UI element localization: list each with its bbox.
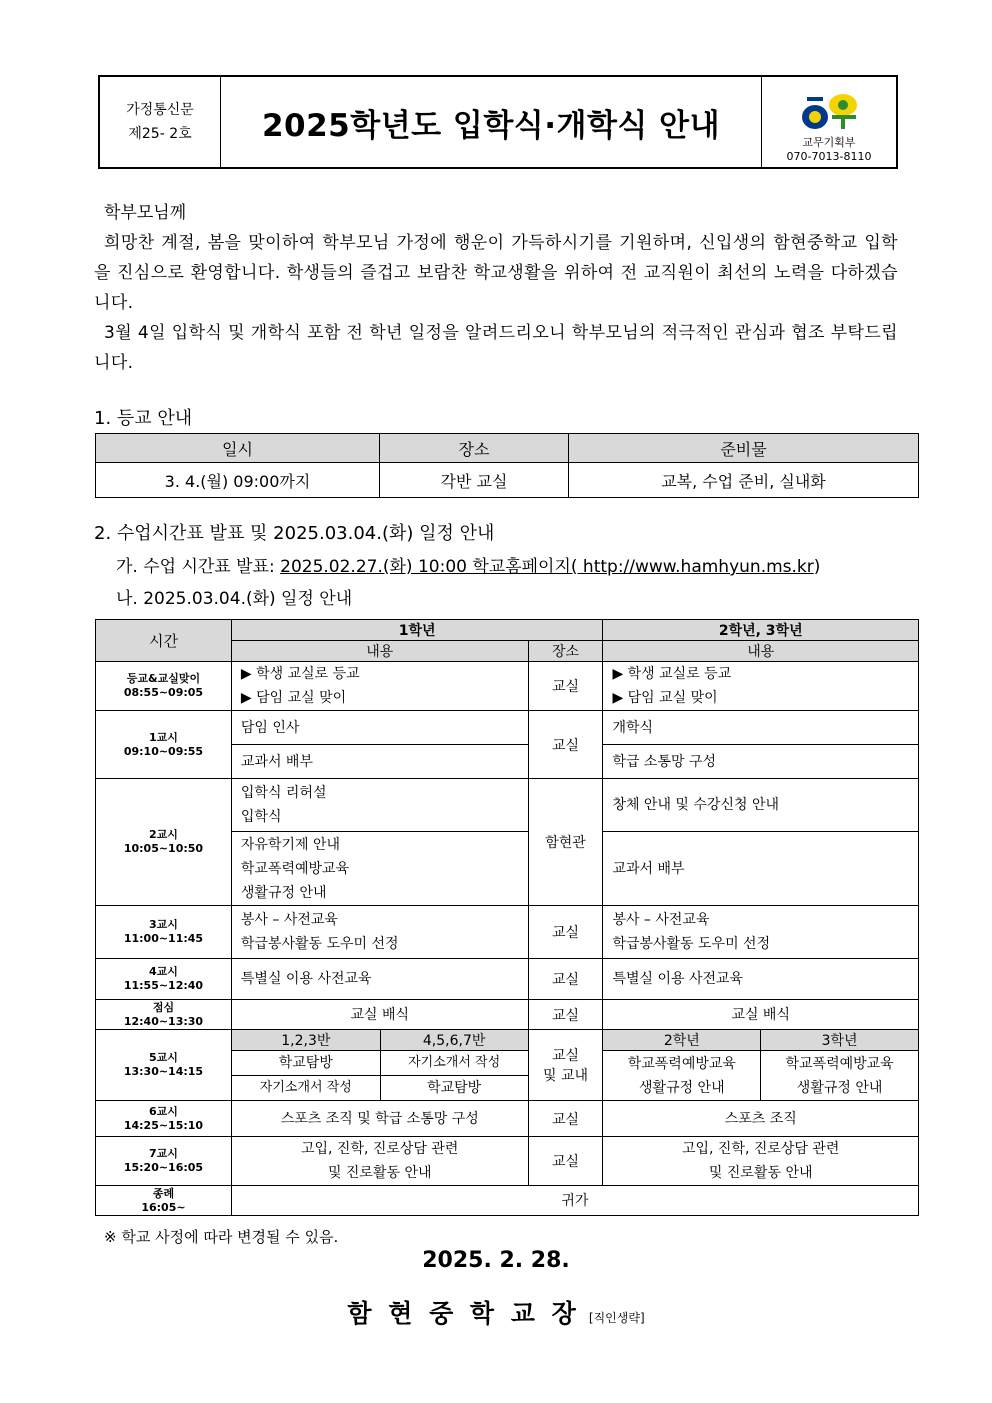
timetable-date: 2025.02.27.(화) 10:00 학교홈페이지( bbox=[280, 557, 578, 577]
content-cell: 입학식 리허설 입학식 bbox=[231, 779, 528, 832]
place-cell: 교실 bbox=[528, 1000, 603, 1030]
table-row bbox=[96, 1030, 919, 1051]
content-cell: 자기소개서 작성 bbox=[380, 1051, 528, 1076]
intro-section bbox=[94, 198, 898, 378]
attendance-date: 3. 4.(월) 09:00까지 bbox=[96, 463, 380, 498]
place-cell: 교실 bbox=[528, 1137, 603, 1186]
signature-line bbox=[0, 1294, 992, 1330]
time-cell: 3교시 11:00~11:45 bbox=[96, 906, 232, 959]
attendance-place: 각반 교실 bbox=[380, 463, 569, 498]
change-note: ※ 학교 사정에 따라 변경될 수 있음. bbox=[104, 1228, 339, 1246]
content-cell: 고입, 진학, 진로상담 관련 및 진로활동 안내 bbox=[231, 1137, 528, 1186]
header-grade-2-3: 2학년, 3학년 bbox=[603, 620, 919, 641]
content-cell: 귀가 bbox=[231, 1186, 918, 1216]
class-group-1-header: 1,2,3반 bbox=[231, 1030, 380, 1051]
content-cell: ▶ 학생 교실로 등교 ▶ 담임 교실 맞이 bbox=[603, 662, 919, 711]
header-place: 장소 bbox=[528, 641, 603, 662]
content-cell: 고입, 진학, 진로상담 관련 및 진로활동 안내 bbox=[603, 1137, 919, 1186]
intro-paragraph-2: 3월 4일 입학식 및 개학식 포함 전 학년 일정을 알려드리오니 학부모님의 적극적인 관심과 협조 부탁드립니다. bbox=[94, 323, 898, 373]
header-items: 준비물 bbox=[569, 434, 919, 463]
content-cell: 창체 안내 및 수강신청 안내 bbox=[603, 779, 919, 832]
table-row bbox=[96, 779, 919, 832]
schedule-table bbox=[95, 619, 919, 1216]
page-title: 2025학년도 입학식·개학식 안내 bbox=[221, 77, 762, 167]
header-content-g1: 내용 bbox=[231, 641, 528, 662]
header-grade-1: 1학년 bbox=[231, 620, 603, 641]
place-cell: 교실 bbox=[528, 959, 603, 1000]
content-cell: 스포츠 조직 및 학급 소통망 구성 bbox=[231, 1101, 528, 1137]
content-cell: 교과서 배부 bbox=[603, 832, 919, 906]
doc-number-cell bbox=[100, 77, 221, 167]
schedule-subtitle: 나. 2025.03.04.(화) 일정 안내 bbox=[116, 589, 353, 609]
intro-paragraph-1: 희망찬 계절, 봄을 맞이하여 학부모님 가정에 행운이 가득하시기를 기원하며, 신입생의 함현중학교 입학을 진심으로 환영합니다. 학생들의 즐겁고 보람찬 학교생활을 위하여 전 교직원이 최선의 노력을 다하겠습니다. bbox=[94, 233, 898, 313]
content-cell: 학교폭력예방교육 생활규정 안내 bbox=[761, 1051, 919, 1101]
place-cell: 교실 및 교내 bbox=[528, 1030, 603, 1101]
header-time: 시간 bbox=[96, 620, 232, 662]
salutation: 학부모님께 bbox=[104, 203, 187, 223]
header-content-g23: 내용 bbox=[603, 641, 919, 662]
timetable-release-line bbox=[116, 552, 820, 577]
content-cell: 자기소개서 작성 bbox=[231, 1076, 380, 1101]
content-cell: 봉사 – 사전교육 학급봉사활동 도우미 선정 bbox=[231, 906, 528, 959]
content-cell: 특별실 이용 사전교육 bbox=[231, 959, 528, 1000]
time-cell: 7교시 15:20~16:05 bbox=[96, 1137, 232, 1186]
table-row bbox=[96, 906, 919, 959]
doc-type: 가정통신문 bbox=[126, 102, 194, 118]
content-cell: 봉사 – 사전교육 학급봉사활동 도우미 선정 bbox=[603, 906, 919, 959]
content-cell: 자유학기제 안내 학교폭력예방교육 생활규정 안내 bbox=[231, 832, 528, 906]
header-place: 장소 bbox=[380, 434, 569, 463]
header-date: 일시 bbox=[96, 434, 380, 463]
table-row bbox=[96, 959, 919, 1000]
content-cell: 개학식 bbox=[603, 711, 919, 745]
table-row bbox=[96, 1137, 919, 1186]
place-cell: 교실 bbox=[528, 1101, 603, 1137]
timetable-close: ) bbox=[813, 557, 821, 577]
table-row bbox=[96, 1000, 919, 1030]
timetable-prefix: 가. 수업 시간표 발표: bbox=[116, 557, 281, 577]
content-cell: 교실 배식 bbox=[231, 1000, 528, 1030]
issue-date: 2025. 2. 28. bbox=[422, 1248, 570, 1273]
content-cell: 학급 소통망 구성 bbox=[603, 745, 919, 779]
place-cell: 교실 bbox=[528, 906, 603, 959]
grade-3-header: 3학년 bbox=[761, 1030, 919, 1051]
grade-2-header: 2학년 bbox=[603, 1030, 761, 1051]
table-row bbox=[96, 662, 919, 711]
time-cell: 5교시 13:30~14:15 bbox=[96, 1030, 232, 1101]
time-cell: 등교&교실맞이 08:55~09:05 bbox=[96, 662, 232, 711]
school-logo-cell bbox=[762, 77, 896, 167]
content-cell: 학교탐방 bbox=[380, 1076, 528, 1101]
content-cell: 학교탐방 bbox=[231, 1051, 380, 1076]
section-2-title: 2. 수업시간표 발표 및 2025.03.04.(화) 일정 안내 bbox=[94, 523, 495, 544]
time-cell: 2교시 10:05~10:50 bbox=[96, 779, 232, 906]
dept-phone: 070-7013-8110 bbox=[786, 150, 872, 163]
time-cell: 4교시 11:55~12:40 bbox=[96, 959, 232, 1000]
seal-omitted: [직인생략] bbox=[588, 1311, 645, 1325]
table-row bbox=[96, 1186, 919, 1216]
content-cell: 특별실 이용 사전교육 bbox=[603, 959, 919, 1000]
content-cell: 교과서 배부 bbox=[231, 745, 528, 779]
content-cell: 담임 인사 bbox=[231, 711, 528, 745]
content-cell: 교실 배식 bbox=[603, 1000, 919, 1030]
table-row bbox=[96, 711, 919, 745]
time-cell: 6교시 14:25~15:10 bbox=[96, 1101, 232, 1137]
place-cell: 교실 bbox=[528, 711, 603, 779]
time-cell: 점심 12:40~13:30 bbox=[96, 1000, 232, 1030]
content-cell: 학교폭력예방교육 생활규정 안내 bbox=[603, 1051, 761, 1101]
attendance-table bbox=[95, 433, 919, 498]
place-cell: 함현관 bbox=[528, 779, 603, 906]
content-cell: 스포츠 조직 bbox=[603, 1101, 919, 1137]
school-homepage-link[interactable]: http://www.hamhyun.ms.kr bbox=[577, 557, 814, 577]
time-cell: 1교시 09:10~09:55 bbox=[96, 711, 232, 779]
place-cell: 교실 bbox=[528, 662, 603, 711]
school-logo-icon bbox=[797, 91, 861, 131]
doc-number: 제25- 2호 bbox=[128, 126, 192, 142]
content-cell: ▶ 학생 교실로 등교 ▶ 담임 교실 맞이 bbox=[231, 662, 528, 711]
class-group-2-header: 4,5,6,7반 bbox=[380, 1030, 528, 1051]
section-1-title: 1. 등교 안내 bbox=[94, 408, 193, 429]
time-cell: 종례 16:05~ bbox=[96, 1186, 232, 1216]
dept-name: 교무기획부 bbox=[802, 136, 856, 149]
principal-title: 함 현 중 학 교 장 bbox=[347, 1299, 580, 1328]
document-header bbox=[98, 75, 898, 169]
attendance-items: 교복, 수업 준비, 실내화 bbox=[569, 463, 919, 498]
table-row bbox=[96, 1101, 919, 1137]
